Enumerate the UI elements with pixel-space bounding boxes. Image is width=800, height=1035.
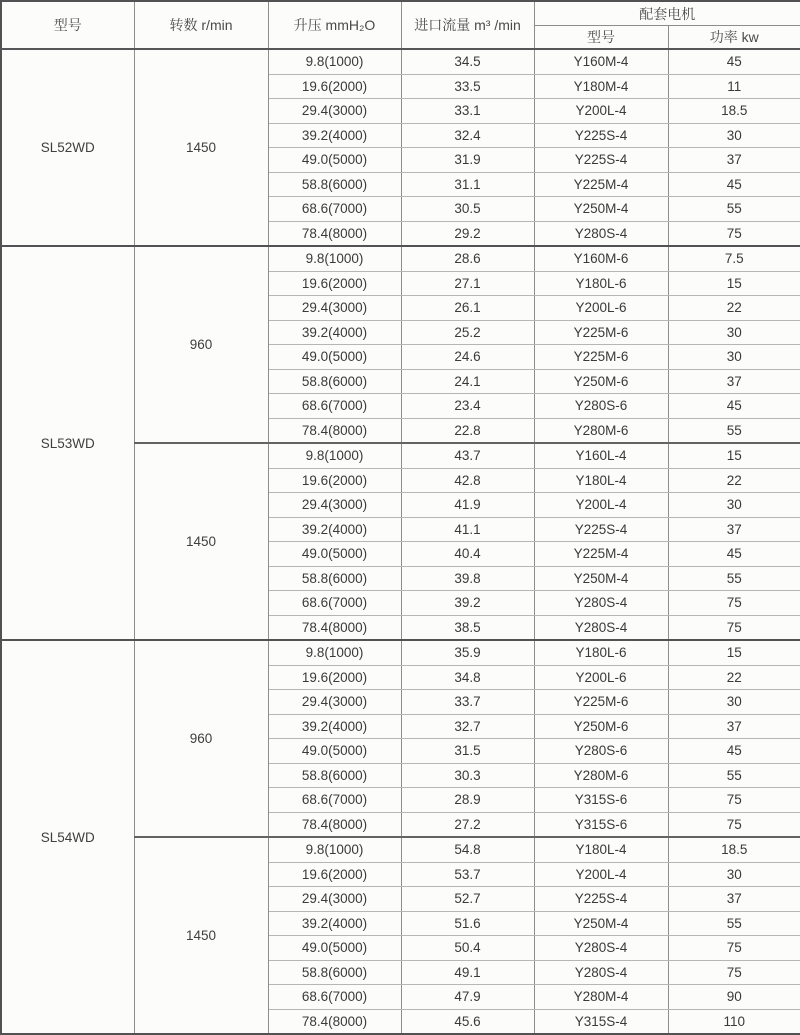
flow-cell: 33.7 bbox=[401, 690, 534, 715]
flow-cell: 49.1 bbox=[401, 960, 534, 985]
flow-cell: 51.6 bbox=[401, 911, 534, 936]
motor-model-cell: Y225M-4 bbox=[534, 172, 668, 197]
motor-model-cell: Y280S-6 bbox=[534, 394, 668, 419]
pressure-cell: 58.8(6000) bbox=[268, 566, 401, 591]
motor-model-cell: Y225S-4 bbox=[534, 148, 668, 173]
power-cell: 15 bbox=[668, 443, 800, 468]
motor-model-cell: Y180L-6 bbox=[534, 640, 668, 665]
motor-model-cell: Y280M-4 bbox=[534, 985, 668, 1010]
power-cell: 90 bbox=[668, 985, 800, 1010]
motor-model-cell: Y160M-6 bbox=[534, 246, 668, 271]
pressure-cell: 9.8(1000) bbox=[268, 443, 401, 468]
power-cell: 75 bbox=[668, 788, 800, 813]
flow-cell: 38.5 bbox=[401, 615, 534, 640]
pressure-cell: 68.6(7000) bbox=[268, 197, 401, 222]
flow-cell: 25.2 bbox=[401, 320, 534, 345]
flow-cell: 52.7 bbox=[401, 887, 534, 912]
power-cell: 37 bbox=[668, 517, 800, 542]
speed-cell: 1450 bbox=[134, 49, 268, 246]
flow-cell: 39.8 bbox=[401, 566, 534, 591]
motor-model-cell: Y180L-4 bbox=[534, 468, 668, 493]
power-cell: 30 bbox=[668, 123, 800, 148]
pressure-cell: 29.4(3000) bbox=[268, 296, 401, 321]
header-pressure: 升压 mmH₂O bbox=[268, 1, 401, 49]
motor-model-cell: Y160L-4 bbox=[534, 443, 668, 468]
motor-model-cell: Y250M-6 bbox=[534, 369, 668, 394]
motor-model-cell: Y250M-4 bbox=[534, 566, 668, 591]
power-cell: 45 bbox=[668, 49, 800, 74]
header-speed: 转数 r/min bbox=[134, 1, 268, 49]
flow-cell: 22.8 bbox=[401, 418, 534, 443]
motor-model-cell: Y315S-4 bbox=[534, 1009, 668, 1034]
flow-cell: 33.1 bbox=[401, 99, 534, 124]
flow-cell: 27.1 bbox=[401, 271, 534, 296]
pressure-cell: 9.8(1000) bbox=[268, 246, 401, 271]
pressure-cell: 78.4(8000) bbox=[268, 418, 401, 443]
motor-model-cell: Y315S-6 bbox=[534, 812, 668, 837]
motor-model-cell: Y280S-4 bbox=[534, 936, 668, 961]
power-cell: 22 bbox=[668, 665, 800, 690]
pressure-cell: 68.6(7000) bbox=[268, 985, 401, 1010]
motor-model-cell: Y225S-4 bbox=[534, 887, 668, 912]
motor-model-cell: Y280S-4 bbox=[534, 591, 668, 616]
flow-cell: 43.7 bbox=[401, 443, 534, 468]
pressure-cell: 49.0(5000) bbox=[268, 739, 401, 764]
pressure-cell: 78.4(8000) bbox=[268, 615, 401, 640]
pressure-cell: 49.0(5000) bbox=[268, 148, 401, 173]
pressure-cell: 39.2(4000) bbox=[268, 320, 401, 345]
motor-model-cell: Y160M-4 bbox=[534, 49, 668, 74]
motor-model-cell: Y280M-6 bbox=[534, 763, 668, 788]
pressure-cell: 19.6(2000) bbox=[268, 862, 401, 887]
power-cell: 55 bbox=[668, 566, 800, 591]
power-cell: 22 bbox=[668, 468, 800, 493]
pressure-cell: 58.8(6000) bbox=[268, 763, 401, 788]
pressure-cell: 49.0(5000) bbox=[268, 936, 401, 961]
pressure-cell: 29.4(3000) bbox=[268, 493, 401, 518]
flow-cell: 29.2 bbox=[401, 221, 534, 246]
pressure-cell: 58.8(6000) bbox=[268, 172, 401, 197]
motor-model-cell: Y200L-6 bbox=[534, 665, 668, 690]
flow-cell: 39.2 bbox=[401, 591, 534, 616]
flow-cell: 50.4 bbox=[401, 936, 534, 961]
flow-cell: 41.9 bbox=[401, 493, 534, 518]
motor-model-cell: Y180M-4 bbox=[534, 74, 668, 99]
pressure-cell: 9.8(1000) bbox=[268, 837, 401, 862]
motor-model-cell: Y280M-6 bbox=[534, 418, 668, 443]
pressure-cell: 19.6(2000) bbox=[268, 271, 401, 296]
flow-cell: 32.4 bbox=[401, 123, 534, 148]
header-motor-group: 配套电机 bbox=[534, 1, 800, 26]
flow-cell: 24.1 bbox=[401, 369, 534, 394]
motor-model-cell: Y225M-6 bbox=[534, 320, 668, 345]
table-row bbox=[1, 640, 800, 665]
power-cell: 45 bbox=[668, 172, 800, 197]
power-cell: 75 bbox=[668, 615, 800, 640]
speed-cell: 1450 bbox=[134, 837, 268, 1034]
header-model: 型号 bbox=[1, 1, 134, 49]
pressure-cell: 68.6(7000) bbox=[268, 394, 401, 419]
motor-model-cell: Y200L-4 bbox=[534, 862, 668, 887]
pressure-cell: 9.8(1000) bbox=[268, 640, 401, 665]
motor-model-cell: Y225M-6 bbox=[534, 345, 668, 370]
flow-cell: 30.3 bbox=[401, 763, 534, 788]
power-cell: 110 bbox=[668, 1009, 800, 1034]
power-cell: 37 bbox=[668, 887, 800, 912]
power-cell: 45 bbox=[668, 542, 800, 567]
model-cell: SL54WD bbox=[1, 640, 134, 1034]
flow-cell: 42.8 bbox=[401, 468, 534, 493]
flow-cell: 31.5 bbox=[401, 739, 534, 764]
motor-model-cell: Y200L-4 bbox=[534, 99, 668, 124]
speed-cell: 960 bbox=[134, 246, 268, 443]
power-cell: 30 bbox=[668, 493, 800, 518]
flow-cell: 28.9 bbox=[401, 788, 534, 813]
header-motor-model: 型号 bbox=[534, 26, 668, 50]
power-cell: 30 bbox=[668, 345, 800, 370]
power-cell: 30 bbox=[668, 320, 800, 345]
power-cell: 15 bbox=[668, 640, 800, 665]
power-cell: 75 bbox=[668, 221, 800, 246]
flow-cell: 34.8 bbox=[401, 665, 534, 690]
power-cell: 30 bbox=[668, 862, 800, 887]
power-cell: 55 bbox=[668, 911, 800, 936]
flow-cell: 28.6 bbox=[401, 246, 534, 271]
pressure-cell: 78.4(8000) bbox=[268, 221, 401, 246]
motor-model-cell: Y280S-4 bbox=[534, 615, 668, 640]
table-row bbox=[1, 49, 800, 74]
flow-cell: 31.9 bbox=[401, 148, 534, 173]
power-cell: 37 bbox=[668, 148, 800, 173]
pressure-cell: 78.4(8000) bbox=[268, 1009, 401, 1034]
power-cell: 75 bbox=[668, 936, 800, 961]
power-cell: 75 bbox=[668, 960, 800, 985]
motor-model-cell: Y250M-4 bbox=[534, 911, 668, 936]
power-cell: 55 bbox=[668, 763, 800, 788]
motor-model-cell: Y225S-4 bbox=[534, 123, 668, 148]
flow-cell: 32.7 bbox=[401, 714, 534, 739]
pressure-cell: 49.0(5000) bbox=[268, 542, 401, 567]
pressure-cell: 58.8(6000) bbox=[268, 960, 401, 985]
motor-model-cell: Y200L-4 bbox=[534, 493, 668, 518]
flow-cell: 34.5 bbox=[401, 49, 534, 74]
flow-cell: 47.9 bbox=[401, 985, 534, 1010]
power-cell: 55 bbox=[668, 197, 800, 222]
flow-cell: 27.2 bbox=[401, 812, 534, 837]
motor-model-cell: Y225M-6 bbox=[534, 690, 668, 715]
motor-model-cell: Y225S-4 bbox=[534, 517, 668, 542]
power-cell: 75 bbox=[668, 591, 800, 616]
flow-cell: 53.7 bbox=[401, 862, 534, 887]
header-row-1 bbox=[1, 1, 800, 26]
pressure-cell: 39.2(4000) bbox=[268, 911, 401, 936]
motor-model-cell: Y280S-6 bbox=[534, 739, 668, 764]
motor-model-cell: Y315S-6 bbox=[534, 788, 668, 813]
power-cell: 22 bbox=[668, 296, 800, 321]
flow-cell: 40.4 bbox=[401, 542, 534, 567]
motor-model-cell: Y280S-4 bbox=[534, 960, 668, 985]
pressure-cell: 39.2(4000) bbox=[268, 517, 401, 542]
power-cell: 55 bbox=[668, 418, 800, 443]
motor-model-cell: Y180L-6 bbox=[534, 271, 668, 296]
power-cell: 37 bbox=[668, 714, 800, 739]
motor-model-cell: Y280S-4 bbox=[534, 221, 668, 246]
model-cell: SL53WD bbox=[1, 246, 134, 640]
motor-model-cell: Y250M-4 bbox=[534, 197, 668, 222]
power-cell: 18.5 bbox=[668, 99, 800, 124]
pressure-cell: 39.2(4000) bbox=[268, 714, 401, 739]
flow-cell: 24.6 bbox=[401, 345, 534, 370]
power-cell: 37 bbox=[668, 369, 800, 394]
power-cell: 15 bbox=[668, 271, 800, 296]
motor-model-cell: Y180L-4 bbox=[534, 837, 668, 862]
motor-model-cell: Y250M-6 bbox=[534, 714, 668, 739]
flow-cell: 26.1 bbox=[401, 296, 534, 321]
header-flow: 进口流量 m³ /min bbox=[401, 1, 534, 49]
power-cell: 45 bbox=[668, 739, 800, 764]
pressure-cell: 19.6(2000) bbox=[268, 468, 401, 493]
pressure-cell: 68.6(7000) bbox=[268, 788, 401, 813]
header-motor-power: 功率 kw bbox=[668, 26, 800, 50]
power-cell: 30 bbox=[668, 690, 800, 715]
speed-cell: 1450 bbox=[134, 443, 268, 640]
flow-cell: 30.5 bbox=[401, 197, 534, 222]
speed-cell: 960 bbox=[134, 640, 268, 837]
pressure-cell: 29.4(3000) bbox=[268, 99, 401, 124]
pressure-cell: 68.6(7000) bbox=[268, 591, 401, 616]
flow-cell: 41.1 bbox=[401, 517, 534, 542]
power-cell: 75 bbox=[668, 812, 800, 837]
table-header bbox=[1, 1, 800, 49]
pressure-cell: 49.0(5000) bbox=[268, 345, 401, 370]
flow-cell: 23.4 bbox=[401, 394, 534, 419]
power-cell: 11 bbox=[668, 74, 800, 99]
pressure-cell: 29.4(3000) bbox=[268, 887, 401, 912]
flow-cell: 33.5 bbox=[401, 74, 534, 99]
flow-cell: 45.6 bbox=[401, 1009, 534, 1034]
power-cell: 18.5 bbox=[668, 837, 800, 862]
flow-cell: 35.9 bbox=[401, 640, 534, 665]
power-cell: 45 bbox=[668, 394, 800, 419]
pressure-cell: 39.2(4000) bbox=[268, 123, 401, 148]
flow-cell: 54.8 bbox=[401, 837, 534, 862]
motor-model-cell: Y225M-4 bbox=[534, 542, 668, 567]
flow-cell: 31.1 bbox=[401, 172, 534, 197]
pressure-cell: 78.4(8000) bbox=[268, 812, 401, 837]
pressure-cell: 58.8(6000) bbox=[268, 369, 401, 394]
pressure-cell: 19.6(2000) bbox=[268, 74, 401, 99]
table-row bbox=[1, 246, 800, 271]
pressure-cell: 9.8(1000) bbox=[268, 49, 401, 74]
model-cell: SL52WD bbox=[1, 49, 134, 246]
pressure-cell: 19.6(2000) bbox=[268, 665, 401, 690]
power-cell: 7.5 bbox=[668, 246, 800, 271]
pressure-cell: 29.4(3000) bbox=[268, 690, 401, 715]
table-body bbox=[1, 49, 800, 1034]
motor-model-cell: Y200L-6 bbox=[534, 296, 668, 321]
